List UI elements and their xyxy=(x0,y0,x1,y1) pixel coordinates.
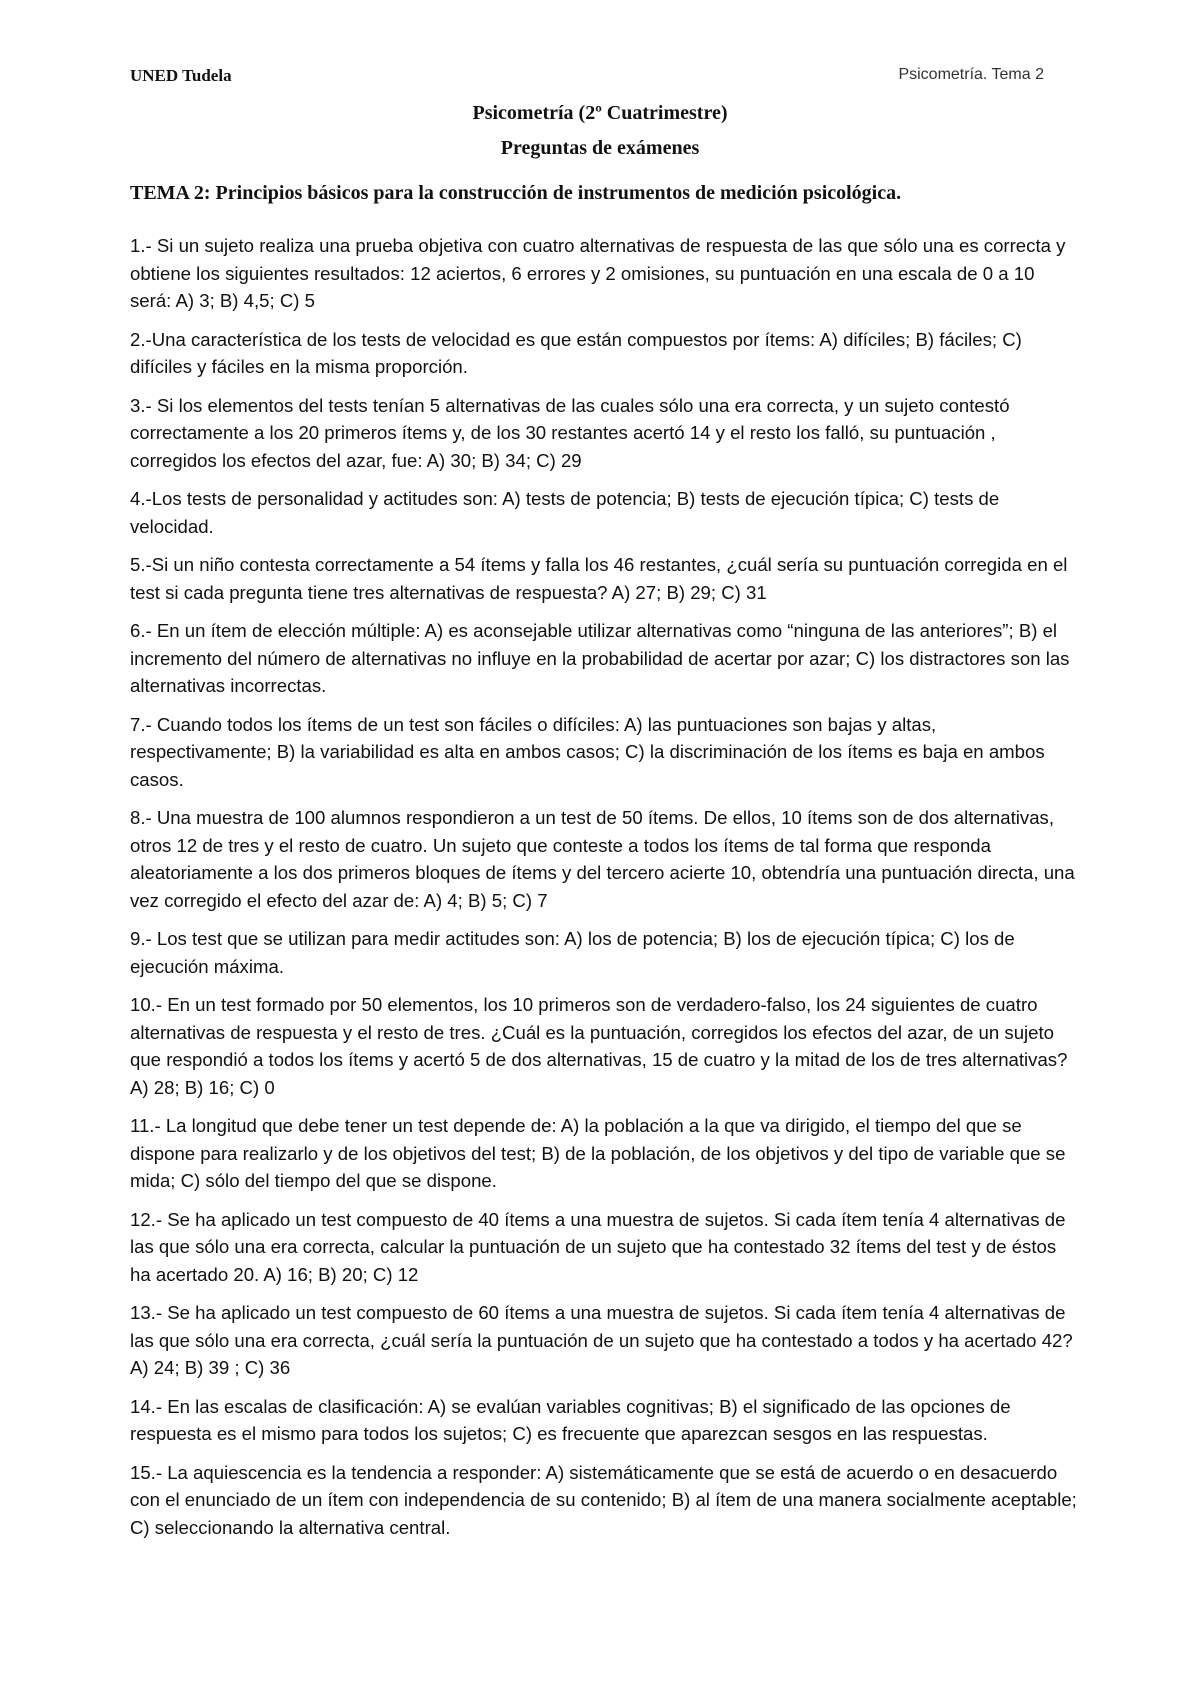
question-list xyxy=(130,232,1080,1552)
header-course-topic: Psicometría. Tema 2 xyxy=(898,66,1044,83)
question-item: 10.- En un test formado por 50 elementos, los 10 primeros son de verdadero-falso, los 24 siguientes de cuatro alternativas de respuesta y el resto de tres. ¿Cuál es la puntuación, corregidos los efectos del azar, de un sujeto que respondió a todos los ítems y acertó 5 de dos alternativas, 15 de cuatro y la mitad de los de tres alternativas? A) 28; B) 16; C) 0 xyxy=(130,994,1068,1098)
title-block xyxy=(0,100,1200,161)
question-item: 2.-Una característica de los tests de velocidad es que están compuestos por ítems: A) difíciles; B) fáciles; C) difíciles y fáciles en la misma proporción. xyxy=(130,328,1022,377)
question-item: 7.- Cuando todos los ítems de un test son fáciles o difíciles: A) las puntuaciones son bajas y altas, respectivamente; B) la variabilidad es alta en ambos casos; C) la discriminación de los ítems es baja en ambos casos. xyxy=(130,713,1045,790)
course-title: Psicometría (2º Cuatrimestre) xyxy=(472,102,728,124)
question-item: 12.- Se ha aplicado un test compuesto de 40 ítems a una muestra de sujetos. Si cada ítem tenía 4 alternativas de las que sólo una era correcta, calcular la puntuación de un sujeto que ha contestado 32 ítems del test y de éstos ha acertado 20. A) 16; B) 20; C) 12 xyxy=(130,1208,1066,1285)
question-item: 4.-Los tests de personalidad y actitudes son: A) tests de potencia; B) tests de ejecución típica; C) tests de velocidad. xyxy=(130,488,1000,537)
question-item: 9.- Los test que se utilizan para medir actitudes son: A) los de potencia; B) los de ejecución típica; C) los de ejecución máxima. xyxy=(130,928,1015,977)
question-item: 5.-Si un niño contesta correctamente a 54 ítems y falla los 46 restantes, ¿cuál sería su puntuación corregida en el test si cada pregunta tiene tres alternativas de respuesta? A) 27; B) 29; C) 31 xyxy=(130,554,1068,603)
question-item: 8.- Una muestra de 100 alumnos respondieron a un test de 50 ítems. De ellos, 10 ítems son de dos alternativas, otros 12 de tres y el resto de cuatro. Un sujeto que conteste a todos los ítems de tal forma que responda aleatoriamente a los dos primeros bloques de ítems y del tercero acierte 10, obtendría una puntuación directa, una vez corregido el efecto del azar de: A) 4; B) 5; C) 7 xyxy=(130,807,1075,911)
question-item: 11.- La longitud que debe tener un test depende de: A) la población a la que va dirigido, el tiempo del que se dispone para realizarlo y de los objetivos del test; B) de la población, de los objetivos y del tipo de variable que se mida; C) sólo del tiempo del que se dispone. xyxy=(130,1115,1066,1191)
question-item: 1.- Si un sujeto realiza una prueba objetiva con cuatro alternativas de respuesta de las que sólo una es correcta y obtiene los siguientes resultados: 12 aciertos, 6 errores y 2 omisiones, su puntuación en una escala de 0 a 10 será: A) 3; B) 4,5; C) 5 xyxy=(130,235,1066,311)
question-item: 15.- La aquiescencia es la tendencia a responder: A) sistemáticamente que se está de acuerdo o en desacuerdo con el enunciado de un ítem con independencia de su contenido; B) al ítem de una manera socialmente aceptable; C) seleccionando la alternativa central. xyxy=(130,1461,1077,1538)
topic-heading: TEMA 2: Principios básicos para la construcción de instrumentos de medición psicológica. xyxy=(130,182,902,204)
question-item: 13.- Se ha aplicado un test compuesto de 60 ítems a una muestra de sujetos. Si cada ítem tenía 4 alternativas de las que sólo una era correcta, ¿cuál sería la puntuación de un sujeto que ha contestado a todos y ha acertado 42? A) 24; B) 39 ; C) 36 xyxy=(130,1302,1073,1378)
header-institution: UNED Tudela xyxy=(130,66,232,85)
document-subtitle: Preguntas de exámenes xyxy=(500,137,700,159)
question-item: 6.- En un ítem de elección múltiple: A) es aconsejable utilizar alternativas como “ninguna de las anteriores”; B) el incremento del número de alternativas no influye en la probabilidad de acertar por azar; C) los distractores son las alternativas incorrectas. xyxy=(130,620,1070,696)
question-item: 14.- En las escalas de clasificación: A) se evalúan variables cognitivas; B) el significado de las opciones de respuesta es el mismo para todos los sujetos; C) es frecuente que aparezcan sesgos en las respuestas. xyxy=(130,1395,1011,1444)
question-item: 3.- Si los elementos del tests tenían 5 alternativas de las cuales sólo una era correcta, y un sujeto contestó correctamente a los 20 primeros ítems y, de los 30 restantes acertó 14 y el resto los falló, su puntuación , corregidos los efectos del azar, fue: A) 30; B) 34; C) 29 xyxy=(130,394,1010,471)
